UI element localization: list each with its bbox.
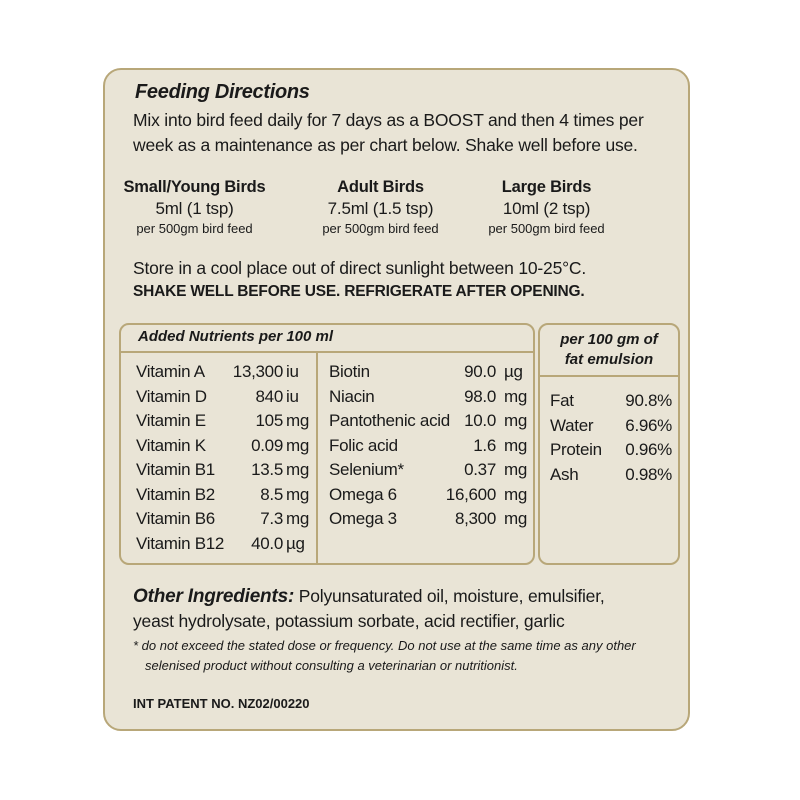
nutrient-value: 90.0 [464, 362, 496, 381]
nutrient-row [550, 388, 672, 413]
nutrient-unit: mg [504, 460, 528, 479]
nutrient-name: Vitamin B1 [136, 460, 215, 479]
nutrient-row [136, 531, 316, 556]
nutrient-row [550, 413, 672, 438]
nutrient-name: Vitamin K [136, 435, 206, 455]
fat-emulsion-table [538, 323, 680, 565]
nutrient-row [136, 408, 316, 433]
nutrient-unit: mg [504, 386, 528, 406]
nutrient-row [136, 359, 316, 384]
nutrient-name: Vitamin B12 [136, 533, 225, 553]
nutrient-name: Folic acid [329, 435, 398, 455]
nutrient-value: 16,600 [445, 484, 496, 504]
other-ingredients-line-1: Polyunsaturated oil, moisture, emulsifier, [294, 586, 605, 606]
dose-per: per 500gm bird feed [136, 221, 253, 236]
dose-title: Large Birds [501, 178, 592, 196]
nutrient-value: 0.96% [625, 440, 672, 459]
other-ingredients-label: Other Ingredients: [133, 586, 295, 607]
nutrient-row [329, 384, 529, 409]
nutrient-row [550, 462, 672, 487]
dose-large-birds [459, 176, 634, 238]
nutrient-row [329, 359, 529, 384]
nutrients-header [121, 325, 533, 353]
nutrient-row [136, 506, 316, 531]
nutrient-name: Niacin [329, 386, 375, 406]
fat-emulsion-header [540, 325, 678, 377]
footnote-line-2: selenised product without consulting a veterinarian or nutritionist. [145, 658, 518, 673]
nutrient-unit: µg [286, 533, 305, 553]
fat-heading-line-1: per 100 gm of [560, 331, 658, 348]
nutrient-unit: mg [504, 484, 528, 504]
footnote-line-1: * do not exceed the stated dose or frequency. Do not use at the same time as any other [133, 638, 636, 653]
nutrient-unit: µg [504, 362, 523, 381]
nutrient-name: Protein [550, 440, 602, 459]
dose-per: per 500gm bird feed [322, 221, 439, 236]
dose-title: Adult Birds [337, 178, 424, 196]
nutrient-value: 0.98% [625, 464, 672, 484]
nutrient-name: Fat [550, 391, 574, 410]
nutrient-name: Vitamin B6 [136, 509, 215, 528]
nutrient-name: Vitamin E [136, 411, 206, 430]
nutrient-value: 8.5 [260, 484, 283, 504]
nutrient-value: 10.0 [464, 411, 496, 430]
nutrient-value: 0.37 [464, 460, 496, 479]
nutrient-row [329, 482, 529, 507]
intro-line-2: week as a maintenance as per chart below. Shake well before use. [133, 135, 638, 155]
nutrient-unit: mg [504, 509, 528, 528]
nutrients-heading: Added Nutrients per 100 ml [138, 328, 334, 345]
dose-small-young-birds [107, 176, 282, 238]
nutrient-name: Water [550, 415, 594, 435]
added-nutrients-table [119, 323, 535, 565]
nutrient-value: 8,300 [454, 509, 496, 528]
shake-refrigerate-warning: SHAKE WELL BEFORE USE. REFRIGERATE AFTER OPENING. [133, 283, 585, 300]
nutrient-unit: mg [286, 484, 310, 504]
nutrient-value: 105 [255, 411, 283, 430]
nutrient-row [329, 457, 529, 482]
nutrient-value: 840 [255, 386, 283, 406]
dose-adult-birds [293, 176, 468, 238]
nutrient-name: Omega 3 [329, 509, 397, 528]
nutrient-value: 1.6 [473, 435, 496, 455]
patent-number: INT PATENT NO. NZ02/00220 [133, 696, 310, 711]
nutrient-row [329, 408, 529, 433]
other-ingredients-line-2: yeast hydrolysate, potassium sorbate, acid rectifier, garlic [133, 611, 565, 631]
nutrient-name: Vitamin B2 [136, 484, 215, 504]
nutrient-value: 0.09 [251, 435, 283, 455]
selenium-footnote [133, 636, 636, 676]
nutrient-row [136, 482, 316, 507]
nutrient-row [550, 437, 672, 462]
nutrient-row [136, 457, 316, 482]
nutrient-row [136, 384, 316, 409]
dose-amount: 10ml (2 tsp) [502, 199, 591, 218]
nutrient-row [329, 433, 529, 458]
nutrient-name: Biotin [329, 362, 370, 381]
nutrient-value: 40.0 [251, 533, 283, 553]
nutrient-value: 98.0 [464, 386, 496, 406]
feeding-directions-heading: Feeding Directions [135, 81, 310, 103]
feeding-directions-text [133, 108, 644, 158]
column-divider [316, 351, 318, 563]
nutrient-value: 13,300 [232, 362, 283, 381]
nutrient-name: Omega 6 [329, 484, 397, 504]
dose-per: per 500gm bird feed [488, 221, 605, 236]
dose-title: Small/Young Birds [123, 178, 266, 196]
nutrient-unit: iu [286, 386, 299, 406]
nutrient-value: 7.3 [260, 509, 283, 528]
nutrient-name: Ash [550, 464, 579, 484]
nutrient-unit: mg [286, 460, 310, 479]
nutrient-unit: mg [286, 411, 310, 430]
dose-amount: 7.5ml (1.5 tsp) [327, 199, 434, 218]
nutrient-unit: mg [504, 435, 528, 455]
nutrient-name: Vitamin D [136, 386, 207, 406]
nutrient-value: 13.5 [251, 460, 283, 479]
other-ingredients [133, 584, 605, 634]
nutrient-value: 6.96% [625, 415, 672, 435]
nutrient-row [329, 506, 529, 531]
product-label-panel [103, 68, 690, 731]
intro-line-1: Mix into bird feed daily for 7 days as a BOOST and then 4 times per [133, 110, 644, 130]
dose-amount: 5ml (1 tsp) [155, 199, 234, 218]
nutrient-unit: iu [286, 362, 299, 381]
nutrient-row [136, 433, 316, 458]
nutrient-unit: mg [286, 435, 310, 455]
nutrient-name: Vitamin A [136, 362, 205, 381]
nutrient-unit: mg [504, 411, 528, 430]
nutrient-value: 90.8% [625, 391, 672, 410]
nutrient-unit: mg [286, 509, 310, 528]
nutrient-name: Pantothenic acid [329, 411, 450, 430]
fat-heading-line-2: fat emulsion [564, 351, 654, 368]
storage-instructions: Store in a cool place out of direct sunlight between 10-25°C. [133, 258, 586, 278]
nutrient-name: Selenium* [329, 460, 404, 479]
